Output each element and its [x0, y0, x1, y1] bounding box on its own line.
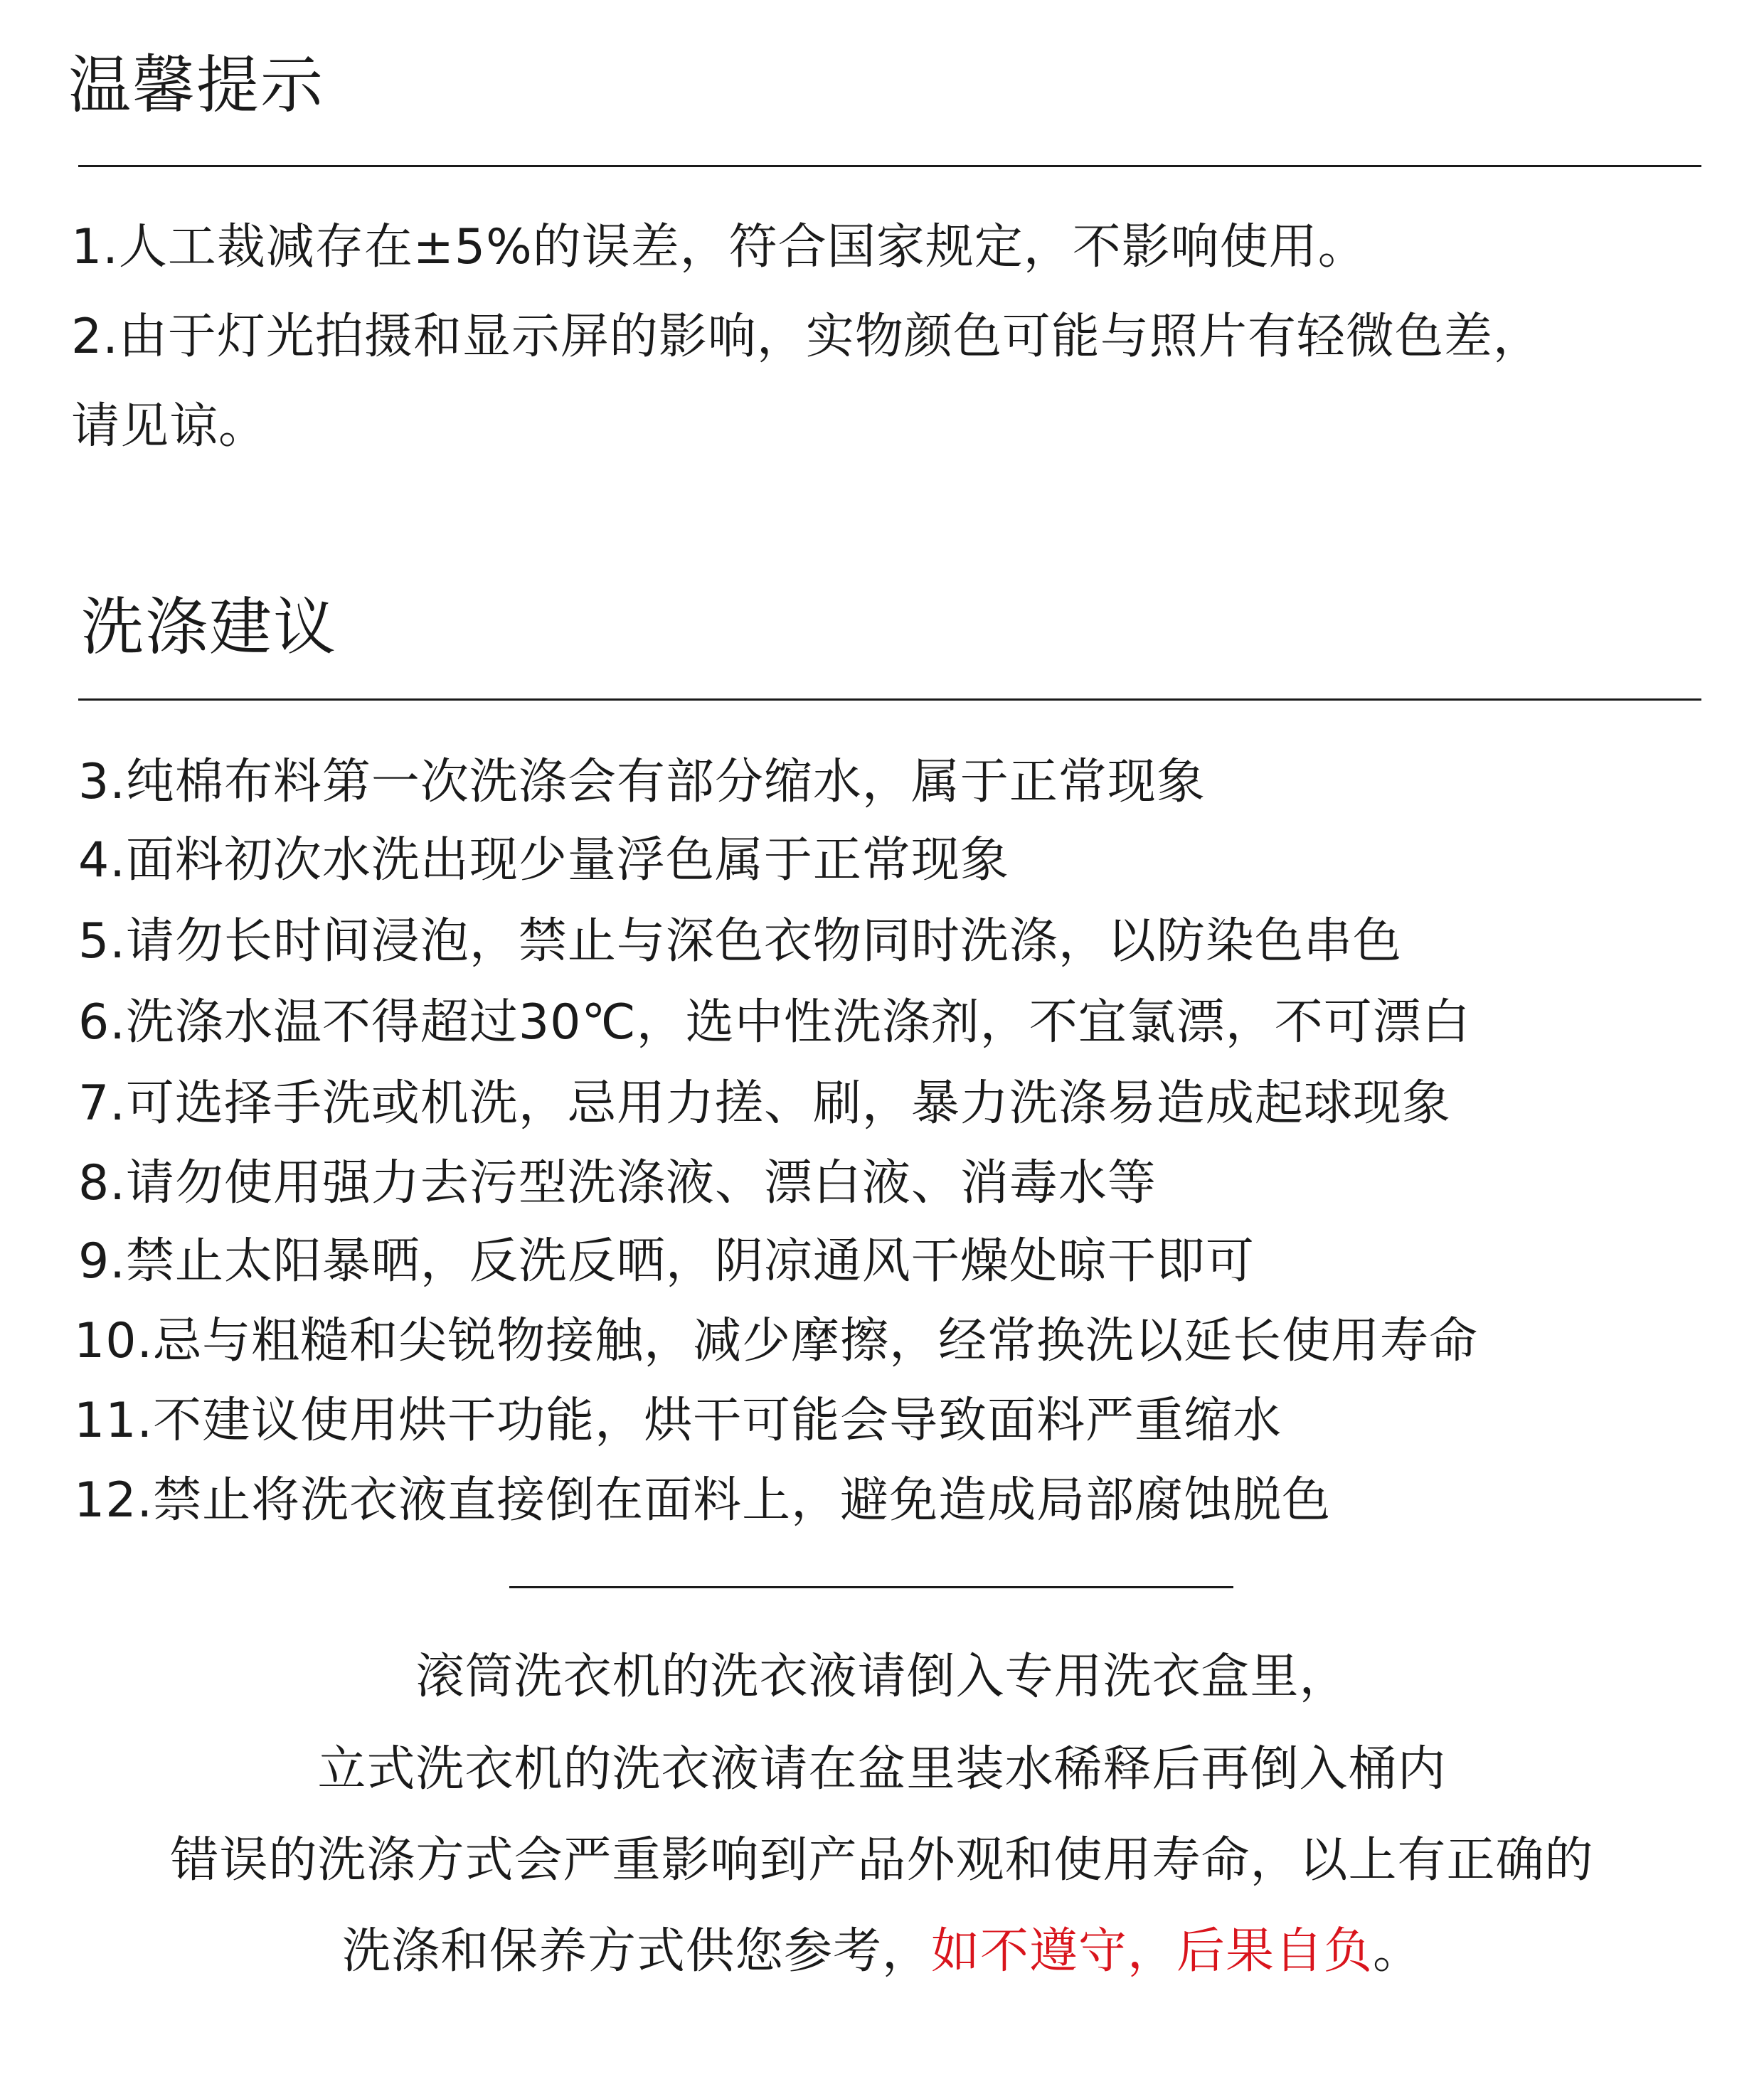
washing-item-12: 12.禁止将洗衣液直接倒在面料上，避免造成局部腐蚀脱色 — [74, 1472, 1332, 1529]
tips-divider — [78, 165, 1701, 167]
washing-divider — [78, 698, 1701, 701]
washing-item-8: 8.请勿使用强力去污型洗涤液、漂白液、消毒水等 — [78, 1155, 1157, 1211]
notice-line-4-end: 。 — [1373, 1923, 1423, 1979]
notice-line-3: 错误的洗涤方式会严重影响到产品外观和使用寿命，以上有正确的 — [170, 1832, 1594, 1888]
notice-line-2: 立式洗衣机的洗衣液请在盆里装水稀释后再倒入桶内 — [317, 1741, 1447, 1797]
tip-line-1: 1.人工裁减存在±5%的误差，符合国家规定，不影响使用。 — [71, 219, 1367, 275]
washing-item-4: 4.面料初次水洗出现少量浮色属于正常现象 — [78, 832, 1009, 888]
tip-line-3: 请见谅。 — [71, 398, 268, 455]
washing-item-11: 11.不建议使用烘干功能，烘干可能会导致面料严重缩水 — [74, 1393, 1282, 1449]
notice-line-4-normal: 洗涤和保养方式供您参考， — [341, 1923, 931, 1979]
notice-line-4 — [0, 1923, 1764, 1979]
notice-divider — [509, 1586, 1233, 1588]
washing-item-9: 9.禁止太阳暴晒，反洗反晒，阴凉通风干燥处晾干即可 — [78, 1233, 1255, 1290]
washing-item-5: 5.请勿长时间浸泡，禁止与深色衣物同时洗涤，以防染色串色 — [78, 913, 1402, 969]
washing-item-3: 3.纯棉布料第一次洗涤会有部分缩水，属于正常现象 — [78, 754, 1206, 810]
washing-item-10: 10.忌与粗糙和尖锐物接触，减少摩擦，经常换洗以延长使用寿命 — [74, 1313, 1479, 1369]
washing-item-7: 7.可选择手洗或机洗，忌用力搓、刷，暴力洗涤易造成起球现象 — [78, 1075, 1451, 1132]
tips-title: 温馨提示 — [68, 48, 325, 122]
notice-warning-text: 如不遵守，后果自负 — [930, 1923, 1373, 1979]
tip-line-2: 2.由于灯光拍摄和显示屏的影响，实物颜色可能与照片有轻微色差， — [71, 309, 1542, 365]
notice-line-1: 滚筒洗衣机的洗衣液请倒入专用洗衣盒里， — [415, 1649, 1349, 1705]
washing-item-6: 6.洗涤水温不得超过30℃，选中性洗涤剂，不宜氯漂，不可漂白 — [78, 994, 1471, 1051]
washing-title: 洗涤建议 — [81, 590, 338, 664]
